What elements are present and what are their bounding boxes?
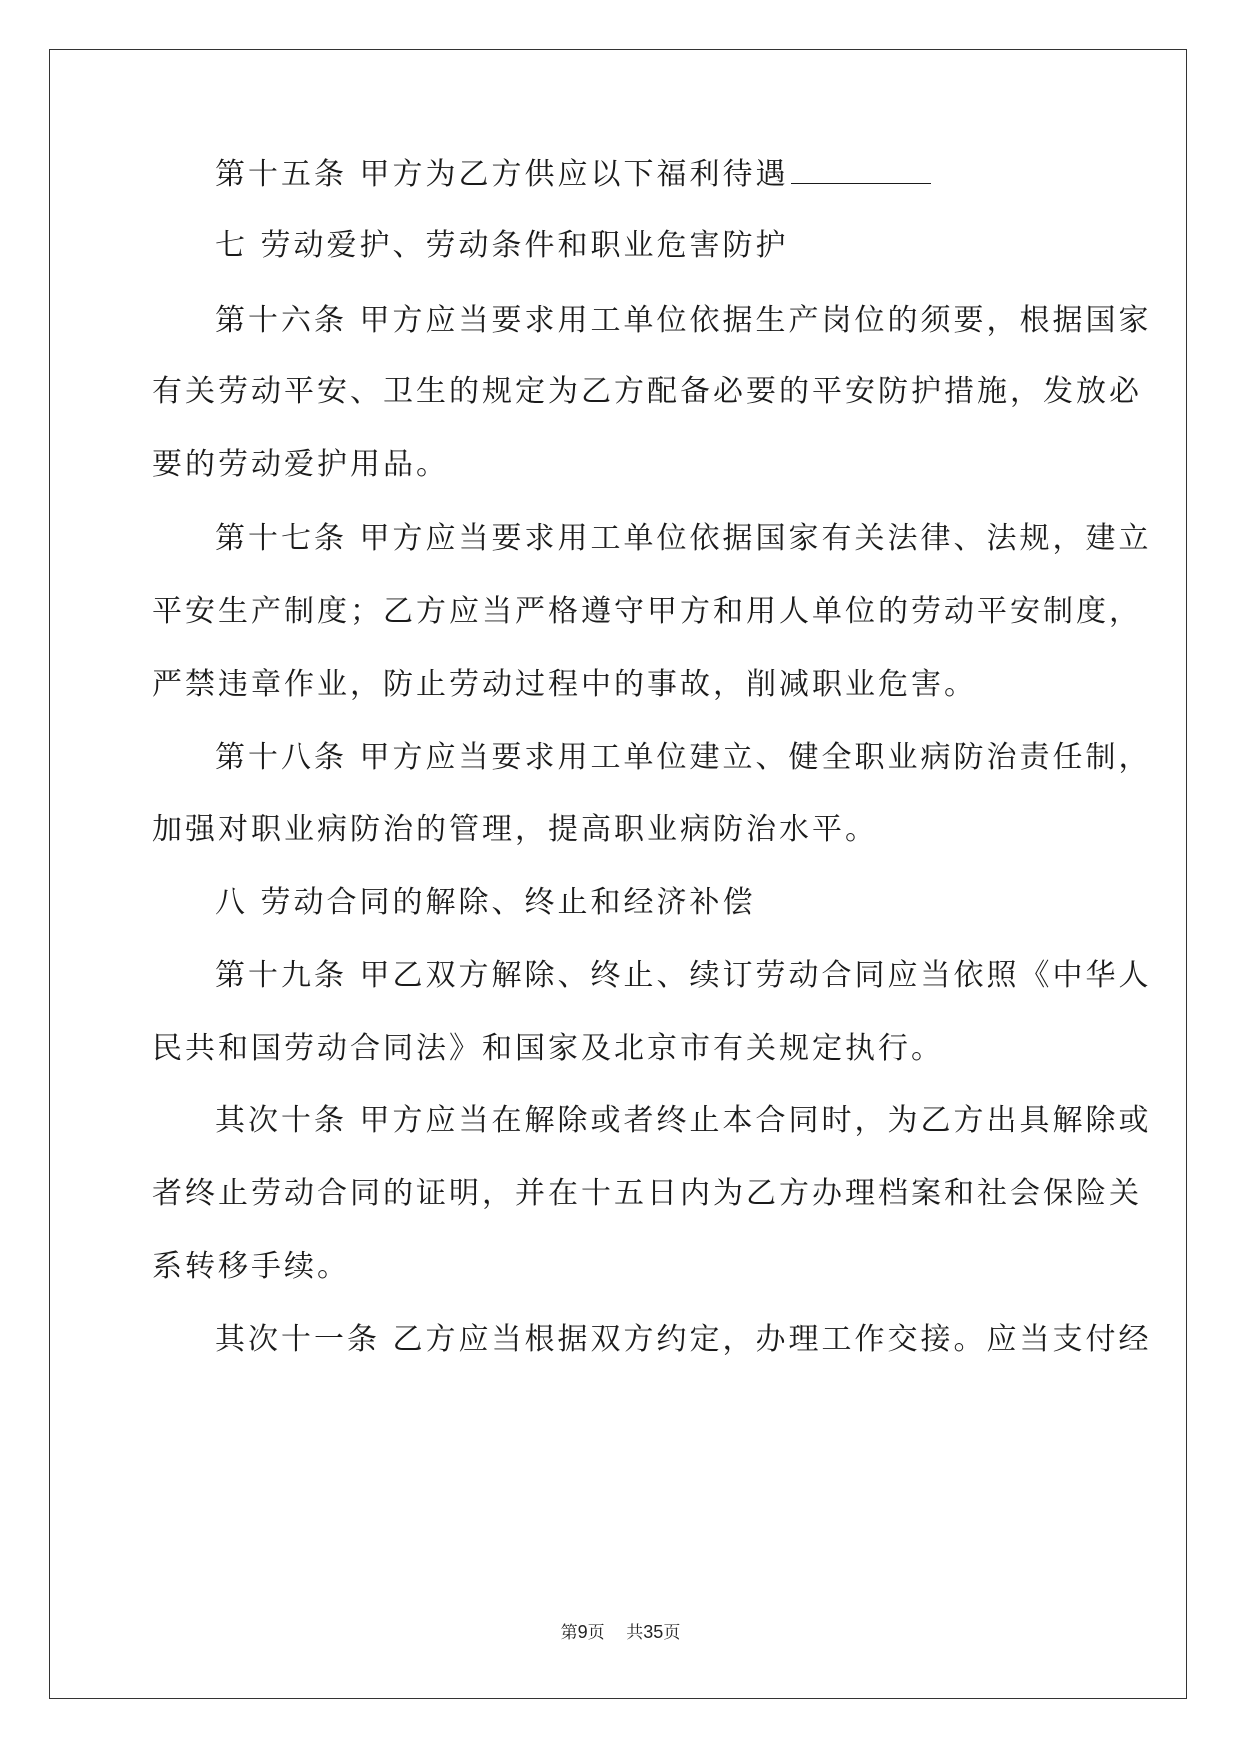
fill-in-blank [791,153,931,184]
clause-20-line-2: 者终止劳动合同的证明，并在十五日内为乙方办理档案和社会保险关 [152,1176,1142,1211]
clause-18-line-1: 第十八条 甲方应当要求用工单位建立、健全职业病防治责任制， [215,740,1152,775]
clause-21-line-1: 其次十一条 乙方应当根据双方约定，办理工作交接。应当支付经 [215,1322,1152,1357]
clause-18-line-2: 加强对职业病防治的管理，提高职业病防治水平。 [152,812,878,847]
footer-total-suffix: 页 [663,1623,681,1643]
clause-16-line-3: 要的劳动爱护用品。 [152,447,449,482]
clause-17-line-3: 严禁违章作业，防止劳动过程中的事故，削减职业危害。 [152,667,977,702]
clause-19-line-2: 民共和国劳动合同法》和国家及北京市有关规定执行。 [152,1031,944,1066]
clause-15-text: 第十五条 甲方为乙方供应以下福利待遇 [215,157,789,192]
footer-total-prefix: 共 [626,1623,644,1643]
clause-15-line [215,153,931,195]
clause-20-line-3: 系转移手续。 [152,1249,350,1284]
section-8-heading: 八 劳动合同的解除、终止和经济补偿 [215,885,756,920]
clause-16-line-1: 第十六条 甲方应当要求用工单位依据生产岗位的须要，根据国家 [215,303,1152,338]
clause-17-line-1: 第十七条 甲方应当要求用工单位依据国家有关法律、法规，建立 [215,521,1152,556]
clause-19-line-1: 第十九条 甲乙双方解除、终止、续订劳动合同应当依照《中华人 [215,958,1152,993]
current-page-number: 9 [577,1622,588,1642]
clause-16-line-2: 有关劳动平安、卫生的规定为乙方配备必要的平安防护措施，发放必 [152,374,1142,409]
footer-prefix: 第 [560,1623,578,1643]
page-border [49,49,1187,1699]
section-7-heading: 七 劳动爱护、劳动条件和职业危害防护 [215,228,789,263]
footer-page-word: 页 [587,1623,605,1643]
clause-17-line-2: 平安生产制度；乙方应当严格遵守甲方和用人单位的劳动平安制度， [152,594,1142,629]
clause-20-line-1: 其次十条 甲方应当在解除或者终止本合同时，为乙方出具解除或 [215,1103,1152,1138]
total-pages-number: 35 [643,1622,664,1642]
page-footer [0,1622,1241,1643]
